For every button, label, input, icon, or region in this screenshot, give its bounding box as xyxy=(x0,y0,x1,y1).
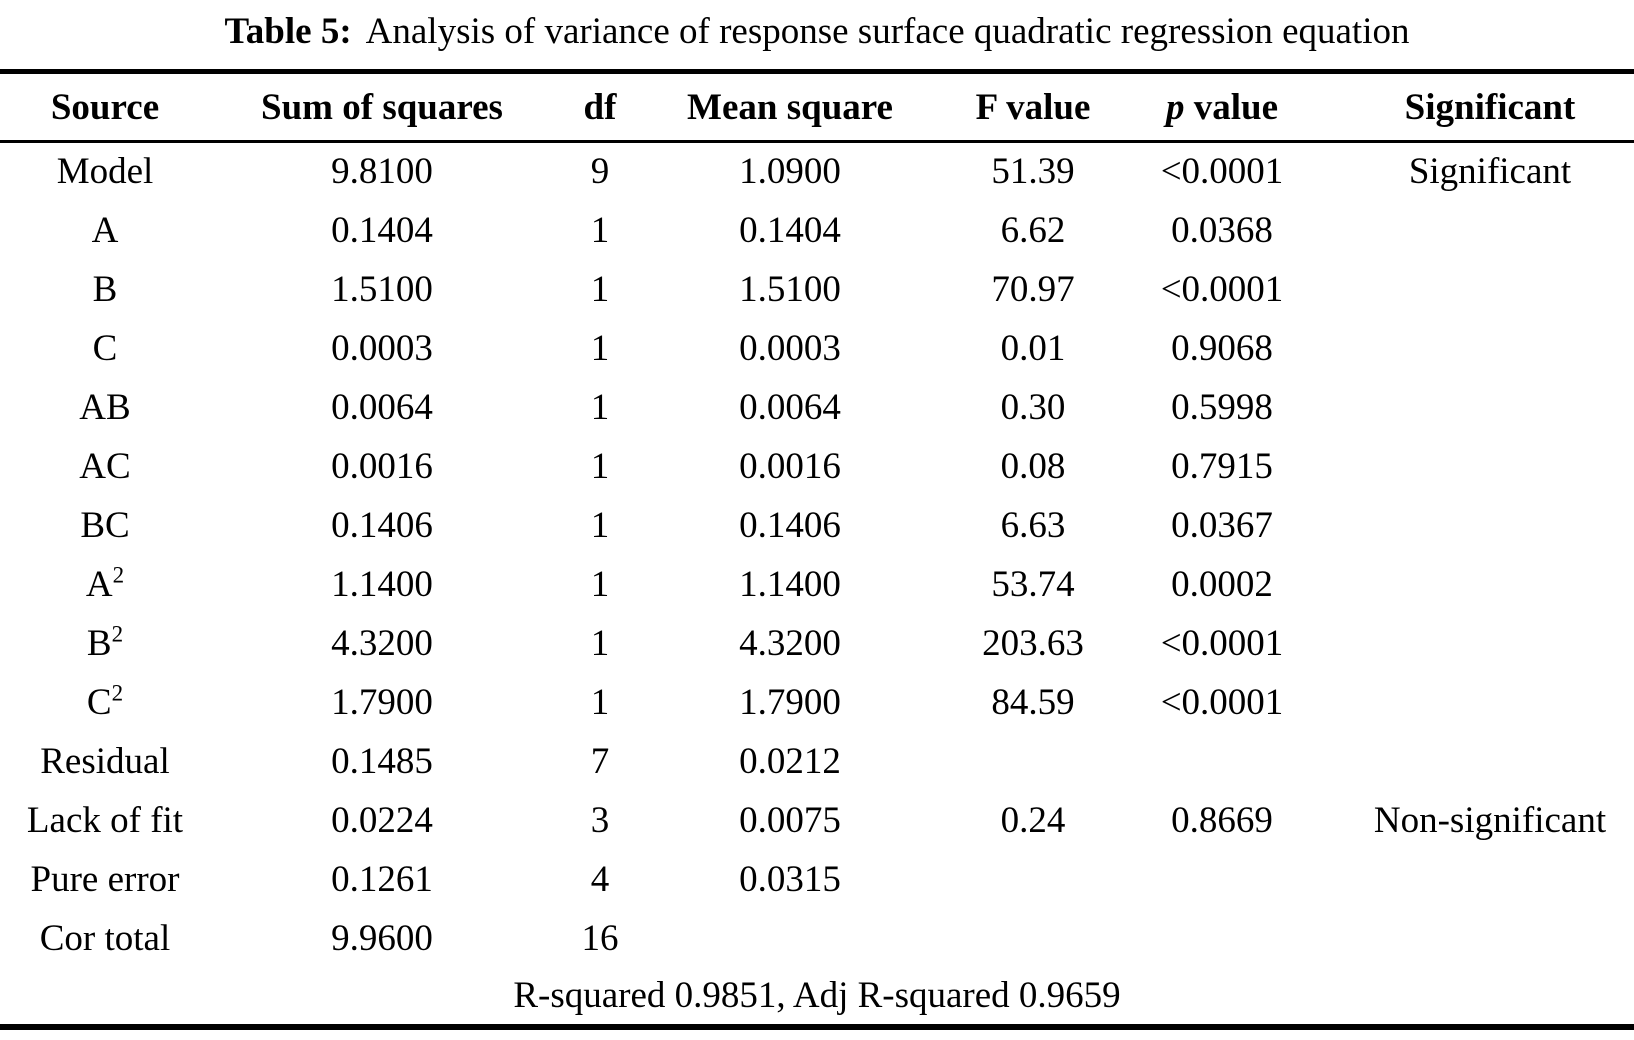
cell-sum-of-squares: 1.7900 xyxy=(331,681,433,723)
cell-f-value: 53.74 xyxy=(991,563,1075,605)
cell-sum-of-squares: 1.1400 xyxy=(331,563,433,605)
header-p-italic: p xyxy=(1165,86,1185,128)
cell-mean-square: 0.0212 xyxy=(739,740,841,782)
table-row xyxy=(0,378,1634,437)
cell-sum-of-squares: 0.1261 xyxy=(331,858,433,900)
cell-mean-square: 0.0315 xyxy=(739,858,841,900)
cell-df: 3 xyxy=(590,799,610,841)
cell-df: 1 xyxy=(590,386,610,428)
table-row xyxy=(0,791,1634,850)
cell-mean-square: 0.1404 xyxy=(739,209,841,251)
cell-p-value: 0.9068 xyxy=(1171,327,1273,369)
source-label: A xyxy=(91,209,119,251)
cell-mean-square: 0.0003 xyxy=(739,327,841,369)
header-p-rest: value xyxy=(1184,86,1279,128)
cell-df: 7 xyxy=(590,740,610,782)
cell-significant xyxy=(1312,201,1634,260)
cell-source xyxy=(0,437,210,496)
cell-significant xyxy=(1312,673,1634,732)
table-caption xyxy=(0,0,1634,54)
cell-p-value xyxy=(1132,732,1312,791)
anova-table xyxy=(0,69,1634,1030)
source-label: C xyxy=(86,681,112,723)
source-label: B xyxy=(92,268,118,310)
cell-f-value: 70.97 xyxy=(991,268,1075,310)
cell-p-value: <0.0001 xyxy=(1160,681,1284,723)
table-row xyxy=(0,142,1634,201)
cell-df: 1 xyxy=(590,445,610,487)
cell-f-value: 0.24 xyxy=(1000,799,1066,841)
cell-significant xyxy=(1312,496,1634,555)
cell-source xyxy=(0,142,210,201)
cell-sum-of-squares: 9.9600 xyxy=(331,917,433,959)
cell-source xyxy=(0,791,210,850)
source-label: Lack of fit xyxy=(26,799,184,841)
cell-source xyxy=(0,319,210,378)
header-df: df xyxy=(583,86,617,128)
header-row xyxy=(0,72,1634,142)
cell-p-value: <0.0001 xyxy=(1160,268,1284,310)
header-mean-square: Mean square xyxy=(687,86,893,128)
table-row xyxy=(0,260,1634,319)
cell-mean-square: 0.1406 xyxy=(739,504,841,546)
r-squared-note: R-squared 0.9851, Adj R-squared 0.9659 xyxy=(513,975,1121,1016)
cell-f-value: 0.01 xyxy=(1000,327,1066,369)
cell-significant xyxy=(1312,555,1634,614)
header-f-value: F value xyxy=(975,86,1091,128)
cell-df: 1 xyxy=(590,327,610,369)
table-caption-text: Analysis of variance of response surface quadratic regression equation xyxy=(365,11,1410,52)
cell-mean-square: 4.3200 xyxy=(739,622,841,664)
cell-significant xyxy=(1312,614,1634,673)
table-row xyxy=(0,673,1634,732)
cell-df: 1 xyxy=(590,563,610,605)
header-sum-of-squares: Sum of squares xyxy=(261,86,503,128)
cell-significant xyxy=(1312,319,1634,378)
cell-mean-square: 0.0075 xyxy=(739,799,841,841)
cell-mean-square: 0.0064 xyxy=(739,386,841,428)
cell-source xyxy=(0,496,210,555)
cell-significant xyxy=(1312,732,1634,791)
cell-significant xyxy=(1312,260,1634,319)
cell-p-value: 0.8669 xyxy=(1171,799,1273,841)
cell-source xyxy=(0,673,210,732)
cell-source xyxy=(0,850,210,909)
source-label: AB xyxy=(79,386,131,428)
cell-p-value xyxy=(1132,909,1312,968)
source-label: Pure error xyxy=(30,858,180,900)
cell-sum-of-squares: 0.1406 xyxy=(331,504,433,546)
cell-p-value: 0.0367 xyxy=(1171,504,1273,546)
source-label: AC xyxy=(79,445,131,487)
header-source: Source xyxy=(50,86,160,128)
cell-source xyxy=(0,732,210,791)
cell-significant: Significant xyxy=(1408,151,1572,193)
table-row xyxy=(0,555,1634,614)
cell-sum-of-squares: 0.1404 xyxy=(331,209,433,251)
cell-f-value: 203.63 xyxy=(982,622,1084,664)
cell-f-value xyxy=(934,909,1132,968)
cell-f-value: 6.62 xyxy=(1000,209,1066,251)
cell-f-value: 84.59 xyxy=(991,681,1075,723)
cell-f-value: 0.30 xyxy=(1000,386,1066,428)
source-label: C xyxy=(92,327,118,369)
source-label: BC xyxy=(80,504,130,546)
cell-p-value: 0.7915 xyxy=(1171,445,1273,487)
cell-df: 1 xyxy=(590,681,610,723)
cell-mean-square: 0.0016 xyxy=(739,445,841,487)
table-row xyxy=(0,201,1634,260)
cell-sum-of-squares: 0.1485 xyxy=(331,740,433,782)
table-row xyxy=(0,732,1634,791)
cell-mean-square: 1.7900 xyxy=(739,681,841,723)
cell-p-value: 0.0368 xyxy=(1171,209,1273,251)
cell-df: 4 xyxy=(590,858,610,900)
table-row xyxy=(0,496,1634,555)
cell-sum-of-squares: 1.5100 xyxy=(331,268,433,310)
cell-df: 1 xyxy=(590,268,610,310)
cell-p-value: <0.0001 xyxy=(1160,622,1284,664)
cell-significant: Non-significant xyxy=(1373,799,1607,841)
cell-significant xyxy=(1312,437,1634,496)
table-row xyxy=(0,909,1634,968)
cell-source xyxy=(0,909,210,968)
table-row xyxy=(0,614,1634,673)
cell-mean-square: 1.5100 xyxy=(739,268,841,310)
cell-source xyxy=(0,378,210,437)
header-significant: Significant xyxy=(1404,86,1576,128)
cell-sum-of-squares: 0.0224 xyxy=(331,799,433,841)
cell-df: 1 xyxy=(590,622,610,664)
table-row xyxy=(0,319,1634,378)
source-label: B xyxy=(86,622,112,664)
source-label: A xyxy=(85,563,113,605)
cell-sum-of-squares: 0.0003 xyxy=(331,327,433,369)
cell-f-value: 6.63 xyxy=(1000,504,1066,546)
cell-source xyxy=(0,614,210,673)
cell-mean-square: 1.0900 xyxy=(739,151,841,193)
table-caption-label: Table 5: xyxy=(224,11,352,52)
table-row xyxy=(0,437,1634,496)
cell-source xyxy=(0,201,210,260)
source-label: Model xyxy=(56,151,154,193)
cell-f-value xyxy=(934,732,1132,791)
cell-sum-of-squares: 0.0064 xyxy=(331,386,433,428)
cell-source xyxy=(0,260,210,319)
source-superscript: 2 xyxy=(111,680,124,706)
source-label: Residual xyxy=(40,740,170,782)
cell-p-value: 0.0002 xyxy=(1171,563,1273,605)
cell-mean-square: 1.1400 xyxy=(739,563,841,605)
source-superscript: 2 xyxy=(111,621,124,647)
header-p-value xyxy=(1132,72,1312,142)
cell-p-value: 0.5998 xyxy=(1171,386,1273,428)
source-label: Cor total xyxy=(39,917,171,959)
cell-sum-of-squares: 0.0016 xyxy=(331,445,433,487)
cell-p-value: <0.0001 xyxy=(1160,151,1284,193)
cell-df: 1 xyxy=(590,504,610,546)
cell-sum-of-squares: 9.8100 xyxy=(331,151,433,193)
cell-source xyxy=(0,555,210,614)
cell-p-value xyxy=(1132,850,1312,909)
cell-f-value xyxy=(934,850,1132,909)
cell-df: 16 xyxy=(581,917,619,959)
cell-significant xyxy=(1312,378,1634,437)
cell-sum-of-squares: 4.3200 xyxy=(331,622,433,664)
cell-df: 9 xyxy=(590,151,610,193)
cell-df: 1 xyxy=(590,209,610,251)
cell-significant xyxy=(1312,909,1634,968)
source-superscript: 2 xyxy=(112,562,125,588)
footer-row xyxy=(0,968,1634,1027)
cell-significant xyxy=(1312,850,1634,909)
cell-f-value: 51.39 xyxy=(991,151,1075,193)
table-row xyxy=(0,850,1634,909)
cell-mean-square xyxy=(646,909,934,968)
cell-f-value: 0.08 xyxy=(1000,445,1066,487)
